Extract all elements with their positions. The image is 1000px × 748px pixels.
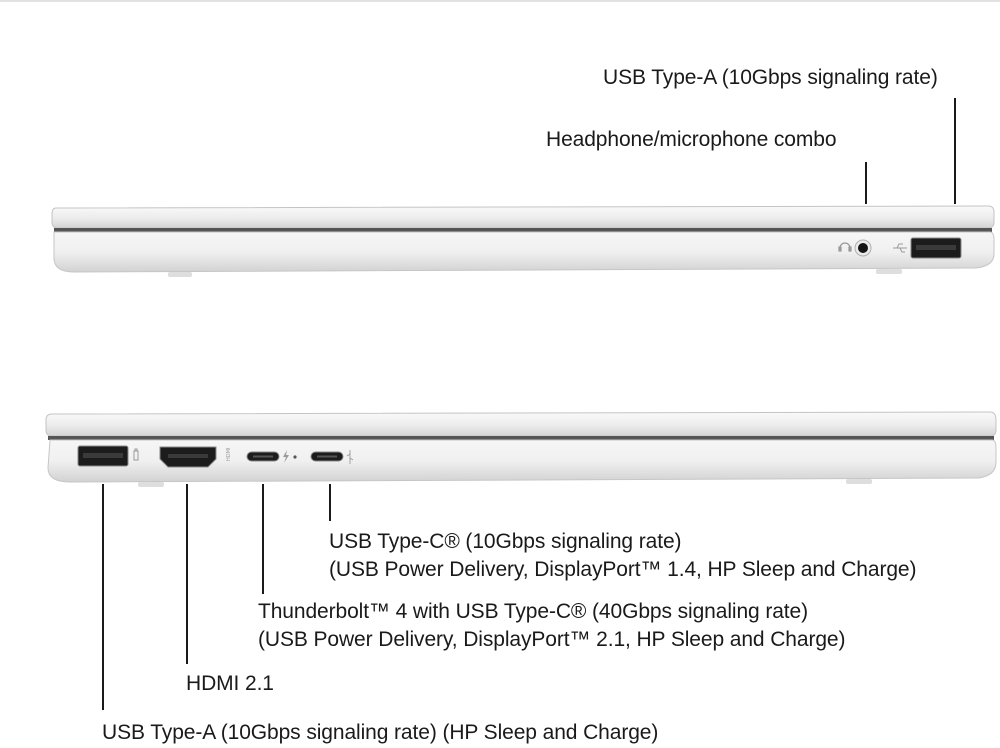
hdmi-leader bbox=[186, 484, 188, 664]
thunderbolt-4-label-line2: (USB Power Delivery, DisplayPort™ 2.1, HP Sleep and Charge) bbox=[258, 628, 846, 651]
rubber-foot bbox=[168, 272, 192, 277]
top-divider bbox=[0, 0, 1000, 2]
hdmi-port-inner bbox=[168, 454, 208, 458]
usb-type-a-left-tongue bbox=[83, 453, 123, 458]
rubber-foot bbox=[876, 269, 902, 274]
usb-type-a-right-label: USB Type-A (10Gbps signaling rate) bbox=[603, 66, 938, 89]
lid-right bbox=[52, 206, 994, 228]
rubber-foot bbox=[846, 479, 872, 484]
hinge-seam-right bbox=[54, 228, 992, 232]
usb-type-a-left-leader bbox=[102, 484, 104, 710]
base-right bbox=[54, 232, 994, 272]
usb-type-a-right-leader bbox=[954, 98, 956, 204]
hdmi-label: HDMI 2.1 bbox=[186, 672, 274, 695]
laptop-right-side-view bbox=[0, 200, 1000, 290]
lid-left bbox=[46, 412, 996, 436]
usb-type-c-label-line2: (USB Power Delivery, DisplayPort™ 1.4, HP Sleep and Charge) bbox=[329, 558, 917, 581]
rubber-foot bbox=[138, 482, 164, 487]
thunderbolt-4-usb-c-tongue bbox=[253, 456, 273, 458]
usb-type-c-tongue bbox=[317, 456, 337, 458]
status-led bbox=[293, 455, 296, 458]
usb-type-a-left-label: USB Type-A (10Gbps signaling rate) (HP Sleep and Charge) bbox=[102, 721, 659, 744]
hinge-seam-left bbox=[48, 436, 994, 440]
usb-type-a-right-tongue bbox=[916, 245, 956, 250]
thunderbolt-4-leader bbox=[262, 484, 264, 594]
usb-type-c-label-line1: USB Type-C® (10Gbps signaling rate) bbox=[329, 530, 682, 553]
laptop-left-side-view bbox=[0, 408, 1000, 498]
thunderbolt-4-label-line1: Thunderbolt™ 4 with USB Type-C® (40Gbps signaling rate) bbox=[258, 600, 809, 623]
headphone-mic-combo-label: Headphone/microphone combo bbox=[546, 128, 837, 151]
usb-type-c-leader bbox=[329, 484, 331, 521]
headphone-mic-combo-leader bbox=[865, 162, 867, 204]
audio-jack-hole bbox=[858, 243, 868, 253]
hdmi-port-label: HDMI bbox=[226, 447, 232, 461]
